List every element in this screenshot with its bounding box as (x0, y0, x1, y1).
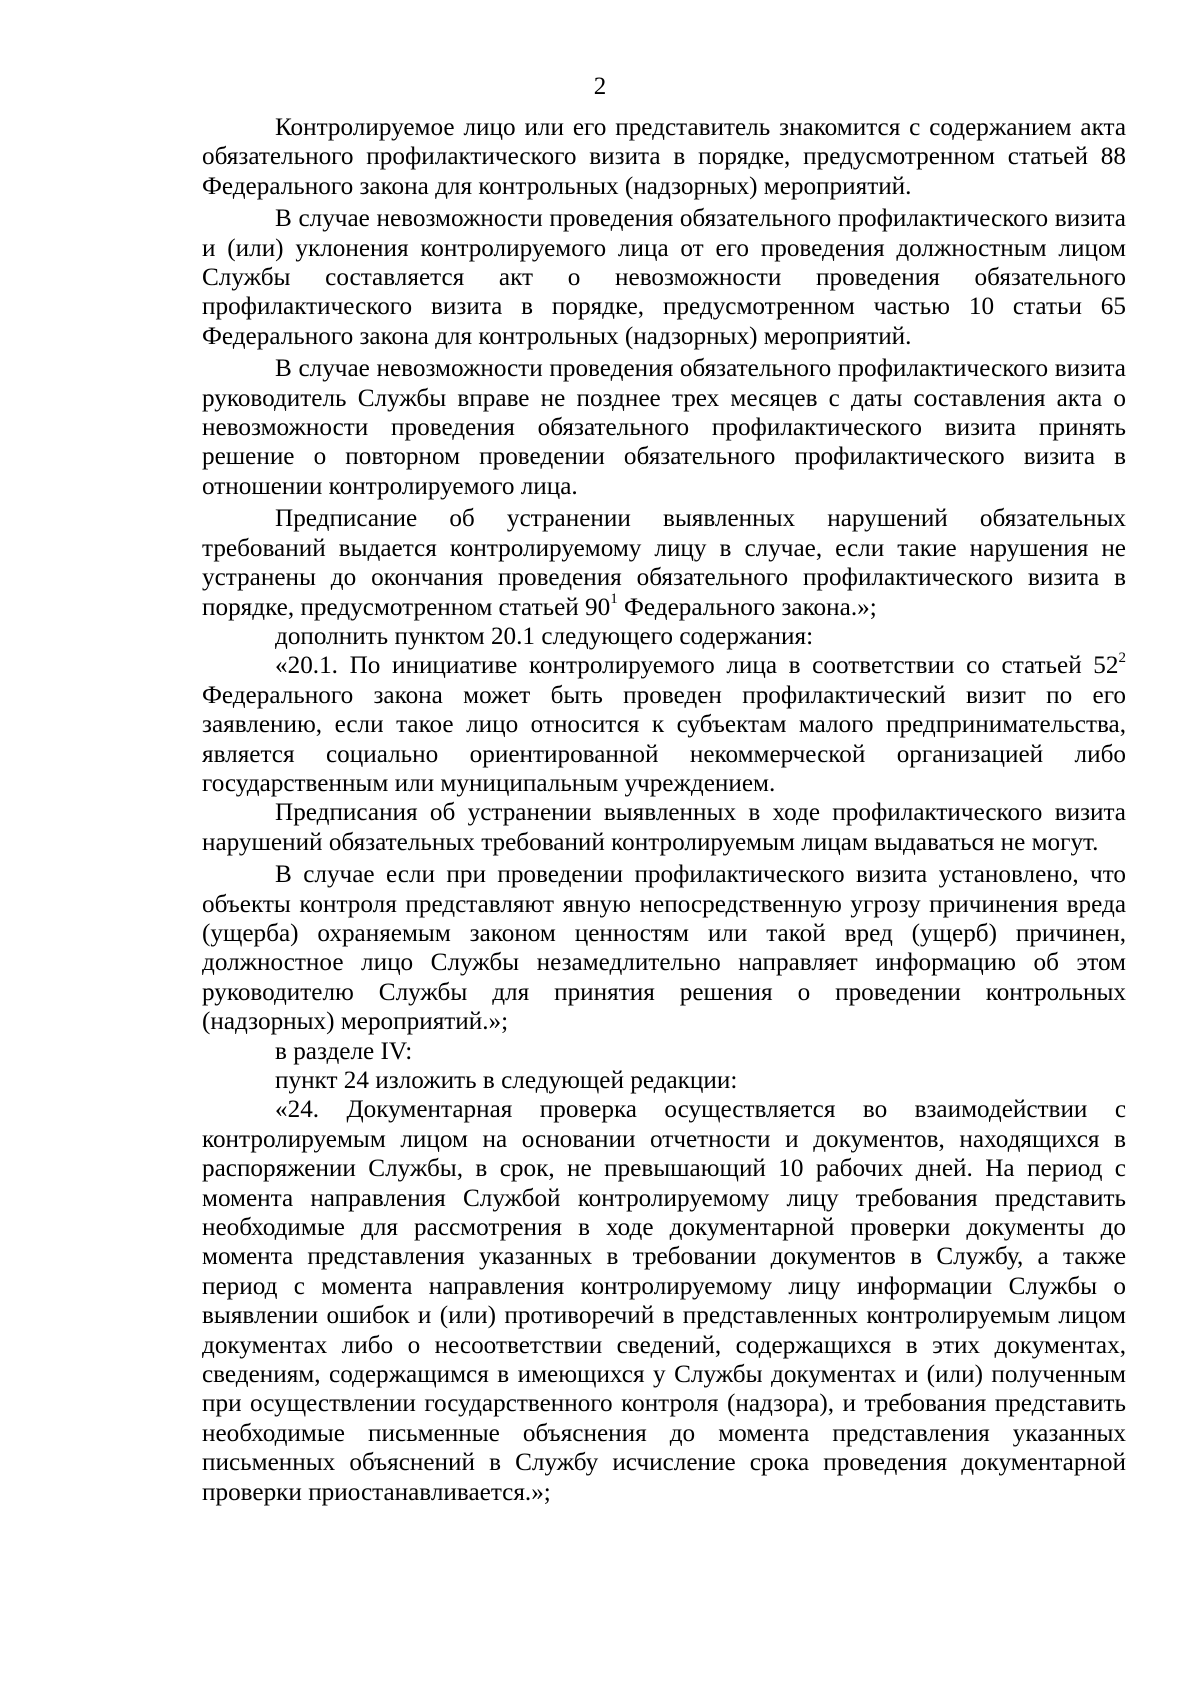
paragraph-prescription-text: Предписание об устранении выявленных нарушений обязательных требований выдается контролируемому лицу в случае, если такие нарушения не устранены до окончания проведения обязательного профилактического визита в порядке, предусмотренном статьей 90 (202, 505, 1126, 621)
paragraph-impossibility-act: В случае невозможности проведения обязательного профилактического визита и (или) уклонения контролируемого лица от его проведения должностным лицом Службы составляется акт о невозможности проведения обязательного профилактического визита в порядке, предусмотренном частью 10 статьи 65 Федерального закона для контрольных (надзорных) мероприятий. (202, 205, 1126, 350)
paragraph-item-20-1-text: «20.1. По инициативе контролируемого лица в соответствии со статьей 52 (275, 652, 1119, 680)
paragraph-prescription (202, 504, 1126, 622)
paragraph-act-familiarization: Контролируемое лицо или его представитель знакомится с содержанием акта обязательного профилактического визита в порядке, предусмотренном статьей 88 Федерального закона для контрольных (надзорных) мероприятий. (202, 114, 1126, 200)
superscript-index: 1 (610, 591, 618, 608)
paragraph-item-20-1-tail: Федерального закона может быть проведен профилактический визит по его заявлению, если такое лицо относится к субъектам малого предпринимательства, является социально ориентированной некоммерческой организацией либо государственным или муниципальным учреждением. (202, 681, 1126, 797)
paragraph-item-20-1 (202, 651, 1126, 798)
paragraph-item-24: «24. Документарная проверка осуществляется во взаимодействии с контролируемым лицом на основании отчетности и документов, находящихся в распоряжении Службы, в срок, не превышающий 10 рабочих дней. На период с момента направления Службой контролируемому лицу требования представить необходимые для рассмотрения в ходе документарной проверки документы до момента представления указанных в требовании документов в Службу, а также период с момента направления контролируемому лицу информации Службы о выявлении ошибок и (или) противоречий в представленных контролируемым лицом документах либо о несоответствии сведений, содержащихся в этих документах, сведениям, содержащимся в имеющихся у Службы документах и (или) полученным при осуществлении государственного контроля (надзора), и требования представить необходимые письменные объяснения до момента представления указанных письменных объяснений в Службу исчисление срока проведения документарной проверки приостанавливается.»; (202, 1096, 1126, 1506)
paragraph-item-24-intro: пункт 24 изложить в следующей редакции: (275, 1067, 738, 1094)
paragraph-threat-of-harm: В случае если при проведении профилактического визита установлено, что объекты контроля представляют явную непосредственную угрозу причинения вреда (ущерба) охраняемым законом ценностям или такой вред (ущерб) причинен, должностное лицо Службы незамедлительно направляет информацию об этом руководителю Службы для принятия решения о проведении контрольных (надзорных) мероприятий.»; (202, 861, 1126, 1036)
paragraph-prescription-tail: Федерального закона.»; (617, 593, 877, 621)
page-number: 2 (593, 73, 607, 100)
superscript-index: 2 (1118, 649, 1126, 666)
paragraph-section-iv: в разделе IV: (275, 1037, 413, 1065)
paragraph-repeat-visit: В случае невозможности проведения обязательного профилактического визита руководитель Службы вправе не позднее трех месяцев с даты составления акта о невозможности проведения обязательного профилактического визита принять решение о повторном проведении обязательного профилактического визита в отношении контролируемого лица. (202, 355, 1126, 500)
paragraph-add-item-20-1: дополнить пунктом 20.1 следующего содержания: (275, 622, 814, 650)
document-body (202, 113, 1126, 1507)
paragraph-prescriptions-not-issued: Предписания об устранении выявленных в ходе профилактического визита нарушений обязательных требований контролируемым лицам выдаваться не могут. (202, 799, 1126, 856)
